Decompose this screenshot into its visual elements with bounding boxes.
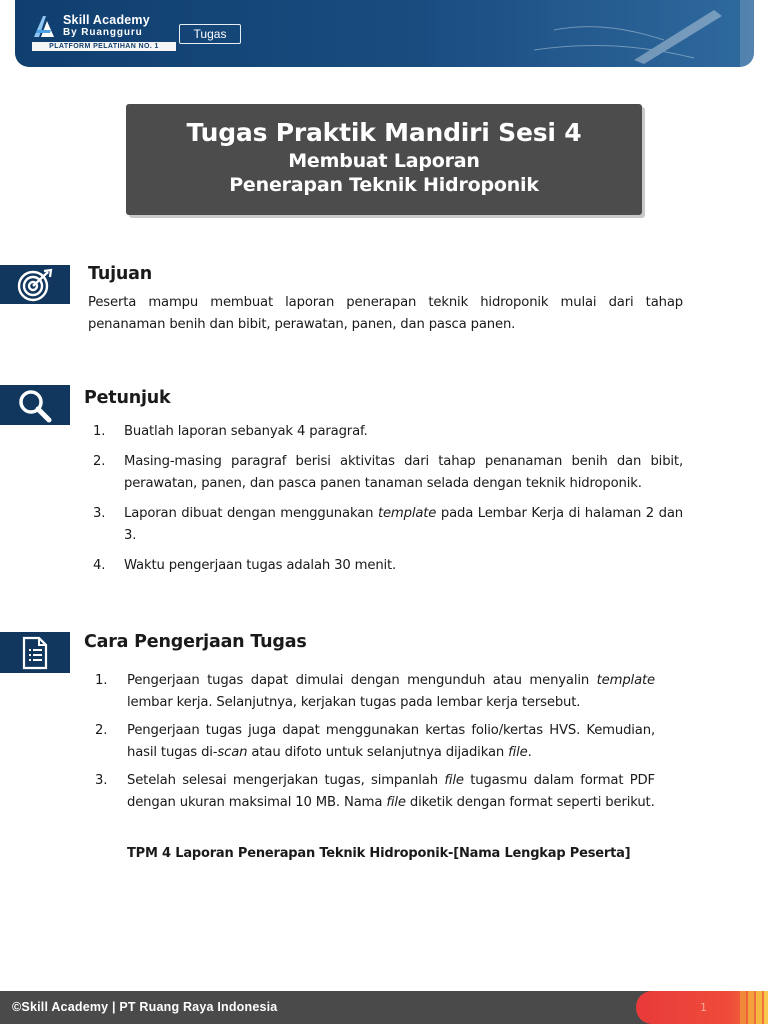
cara-icon-block bbox=[0, 632, 70, 673]
magnifier-icon bbox=[15, 387, 55, 423]
petunjuk-list bbox=[93, 421, 683, 577]
cara-list bbox=[95, 670, 655, 814]
list-item: 3. Setelah selesai mengerjakan tugas, simpanlah file tugasmu dalam format PDF dengan ukuran maksimal 10 MB. Nama file diketik dengan format seperti berikut. bbox=[95, 773, 655, 810]
cara-heading: Cara Pengerjaan Tugas bbox=[84, 632, 307, 652]
list-item: 1. Buatlah laporan sebanyak 4 paragraf. bbox=[93, 424, 368, 439]
title-box bbox=[126, 104, 642, 215]
tujuan-heading: Tujuan bbox=[88, 264, 152, 284]
brand-tagline: PLATFORM PELATIHAN NO. 1 bbox=[32, 42, 176, 51]
brand-subtitle: By Ruangguru bbox=[63, 27, 143, 38]
page-footer bbox=[0, 991, 768, 1024]
list-item: 1. Pengerjaan tugas dapat dimulai dengan mengunduh atau menyalin template lembar kerja. Selanjutnya, kerjakan tugas pada lembar kerja tersebut. bbox=[95, 673, 655, 710]
filename-format: TPM 4 Laporan Penerapan Teknik Hidroponik-[Nama Lengkap Peserta] bbox=[127, 846, 631, 861]
list-item: 2. Masing-masing paragraf berisi aktivitas dari tahap penanaman benih dan bibit, perawatan, panen, dan pasca panen tanaman selada dengan teknik hidroponik. bbox=[93, 454, 683, 491]
list-item: 2. Pengerjaan tugas juga dapat menggunakan kertas folio/kertas HVS. Kemudian, hasil tugas di-scan atau difoto untuk selanjutnya dijadikan file. bbox=[95, 723, 655, 760]
target-icon bbox=[15, 268, 55, 302]
page-subtitle-line1: Membuat Laporan bbox=[288, 150, 480, 172]
brand-name: Skill Academy bbox=[63, 13, 150, 27]
page-subtitle-line2: Penerapan Teknik Hidroponik bbox=[229, 174, 539, 196]
page-title: Tugas Praktik Mandiri Sesi 4 bbox=[186, 118, 582, 147]
page-header bbox=[15, 0, 754, 67]
petunjuk-heading: Petunjuk bbox=[84, 388, 171, 408]
footer-stripes bbox=[740, 991, 768, 1024]
skill-academy-logo-icon bbox=[31, 13, 57, 39]
header-pen-decoration bbox=[514, 0, 754, 67]
document-icon bbox=[20, 636, 50, 670]
petunjuk-icon-block bbox=[0, 385, 70, 425]
tujuan-text: Peserta mampu membuat laporan penerapan teknik hidroponik mulai dari tahap penanaman benih dan bibit, perawatan, panen, dan pasca panen. bbox=[88, 295, 683, 332]
list-item: 4. Waktu pengerjaan tugas adalah 30 menit. bbox=[93, 558, 397, 573]
tujuan-icon-block bbox=[0, 265, 70, 304]
page-number: 1 bbox=[700, 1001, 707, 1014]
tugas-tab[interactable]: Tugas bbox=[179, 24, 241, 44]
footer-copyright: ©Skill Academy | PT Ruang Raya Indonesia bbox=[12, 1000, 278, 1014]
list-item: 3. Laporan dibuat dengan menggunakan template pada Lembar Kerja di halaman 2 dan 3. bbox=[93, 506, 683, 543]
